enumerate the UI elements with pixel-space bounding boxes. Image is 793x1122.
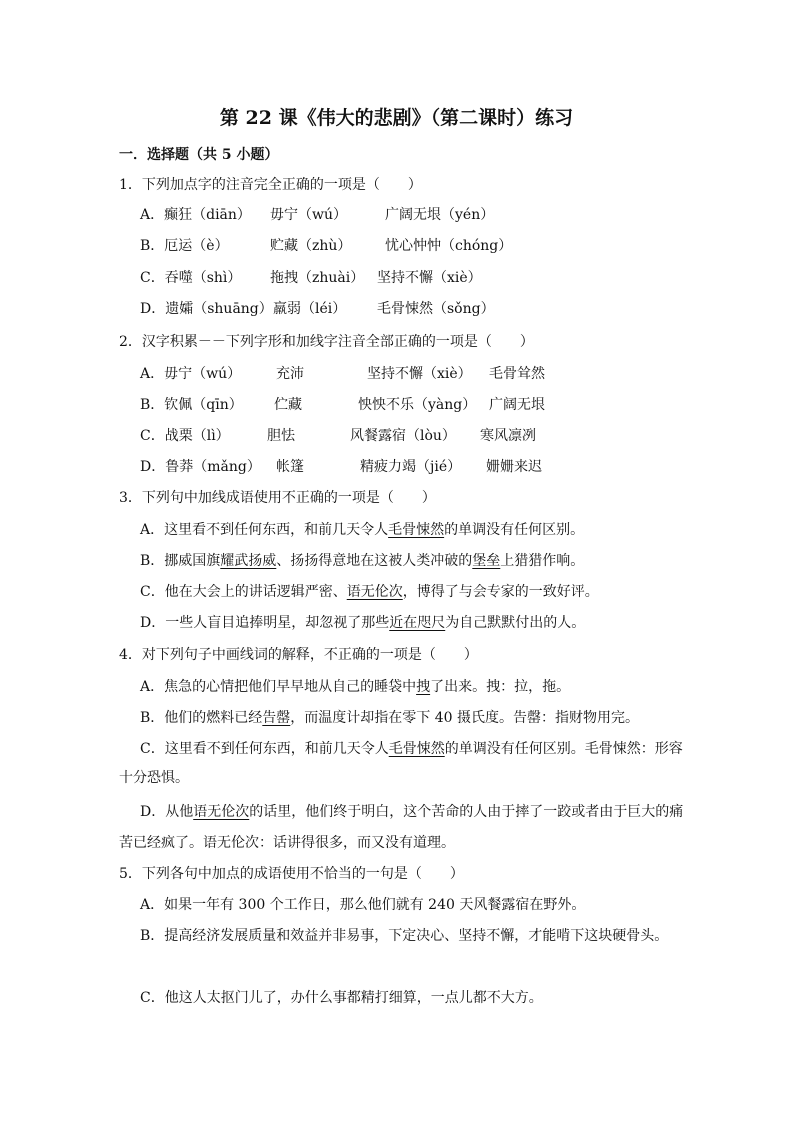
q1-option-b: B．厄运（è） [140, 238, 229, 254]
q2-option-a-word-2: 充沛 [276, 366, 304, 382]
q2-option-d-word-4: 姗姗来迟 [486, 459, 542, 475]
q2-option-b-word-2: 伫藏 [274, 397, 302, 413]
question-2-stem: 2．汉字积累－－下列字形和加线字注音全部正确的一项是（ ） [119, 334, 534, 350]
section-heading: 一．选择题（共 5 小题） [119, 147, 279, 163]
q2-option-c-word-4: 寒风凛冽 [480, 428, 536, 444]
q3-option-c: C．他在大会上的讲话逻辑严密、语无伦次，博得了与会专家的一致好评。 [140, 584, 599, 600]
q2-option-c-word-3: 风餐露宿（lòu） [350, 428, 456, 444]
q5-option-a: A．如果一年有 300 个工作日，那么他们就有 240 天风餐露宿在野外。 [140, 897, 586, 913]
q1-option-c-word-2: 拖拽（zhuài） [270, 270, 365, 286]
q1-option-c-word-3: 坚持不懈（xiè） [377, 270, 482, 286]
question-4-stem: 4．对下列句子中画线词的解释，不正确的一项是（ ） [119, 647, 478, 663]
q2-option-b-word-4: 广阔无垠 [489, 397, 545, 413]
q3-option-d: D．一些人盲目追捧明星，却忽视了那些近在咫尺为自己默默付出的人。 [140, 615, 586, 631]
q2-option-a-word-3: 坚持不懈（xiè） [367, 366, 472, 382]
q2-option-b: B．钦佩（qīn） [140, 397, 243, 413]
q2-option-d-word-2: 帐篷 [276, 459, 304, 475]
q4-option-a: A．焦急的心情把他们早早地从自己的睡袋中拽了出来。拽：拉，拖。 [140, 679, 571, 695]
q4-option-d-continued: 苦已经疯了。语无伦次：话讲得很多，而又没有道理。 [119, 835, 455, 851]
q4-option-d: D．从他语无伦次的话里，他们终于明白，这个苦命的人由于摔了一跤或者由于巨大的痛 [140, 804, 684, 820]
q1-option-d-word-3: 毛骨悚然（sǒng） [377, 301, 495, 317]
q1-option-b-word-2: 贮藏（zhù） [270, 238, 352, 254]
q2-option-a: A．毋宁（wú） [140, 366, 242, 382]
q4-option-c: C．这里看不到任何东西，和前几天令人毛骨悚然的单调没有任何区别。毛骨悚然：形容 [140, 741, 683, 757]
q3-option-a: A．这里看不到任何东西，和前几天令人毛骨悚然的单调没有任何区别。 [140, 522, 585, 538]
q1-option-a-word-2: 毋宁（wú） [270, 207, 347, 223]
q2-option-d-word-3: 精疲力竭（jié） [360, 459, 462, 475]
q3-option-b: B．挪威国旗耀武扬威、扬扬得意地在这被人类冲破的堡垒上猎猎作响。 [140, 553, 585, 569]
q2-option-d: D．鲁莽（mǎng） [140, 459, 261, 475]
q1-option-b-word-3: 忧心忡忡（chóng） [385, 238, 513, 254]
q2-option-b-word-3: 怏怏不乐（yàng） [358, 397, 477, 413]
q4-option-c-continued: 十分恐惧。 [119, 770, 189, 786]
q1-option-a: A．癫狂（diān） [140, 207, 251, 223]
q1-option-c: C．吞噬（shì） [140, 270, 242, 286]
question-5-stem: 5．下列各句中加点的成语使用不恰当的一句是（ ） [119, 866, 464, 882]
q1-option-d: D．遗孀（shuāng） [140, 301, 273, 317]
q5-option-b: B．提高经济发展质量和效益并非易事，下定决心、坚持不懈，才能啃下这块硬骨头。 [140, 928, 669, 944]
q2-option-c: C．战栗（lì） [140, 428, 230, 444]
question-3-stem: 3．下列句中加线成语使用不正确的一项是（ ） [119, 490, 436, 506]
q4-option-b: B．他们的燃料已经告罄，而温度计却指在零下 40 摄氏度。告罄：指财物用完。 [140, 710, 640, 726]
q5-option-c: C．他这人太抠门儿了，办什么事都精打细算，一点儿都不大方。 [140, 990, 543, 1006]
q1-option-a-word-3: 广阔无垠（yén） [385, 207, 495, 223]
q2-option-a-word-4: 毛骨耸然 [489, 366, 545, 382]
q1-option-d-word-2: 羸弱（léi） [273, 301, 347, 317]
q2-option-c-word-2: 胆怯 [267, 428, 295, 444]
question-1-stem: 1．下列加点字的注音完全正确的一项是（ ） [119, 177, 422, 193]
page-title: 第 22 课《伟大的悲剧》（第二课时）练习 [219, 107, 574, 129]
